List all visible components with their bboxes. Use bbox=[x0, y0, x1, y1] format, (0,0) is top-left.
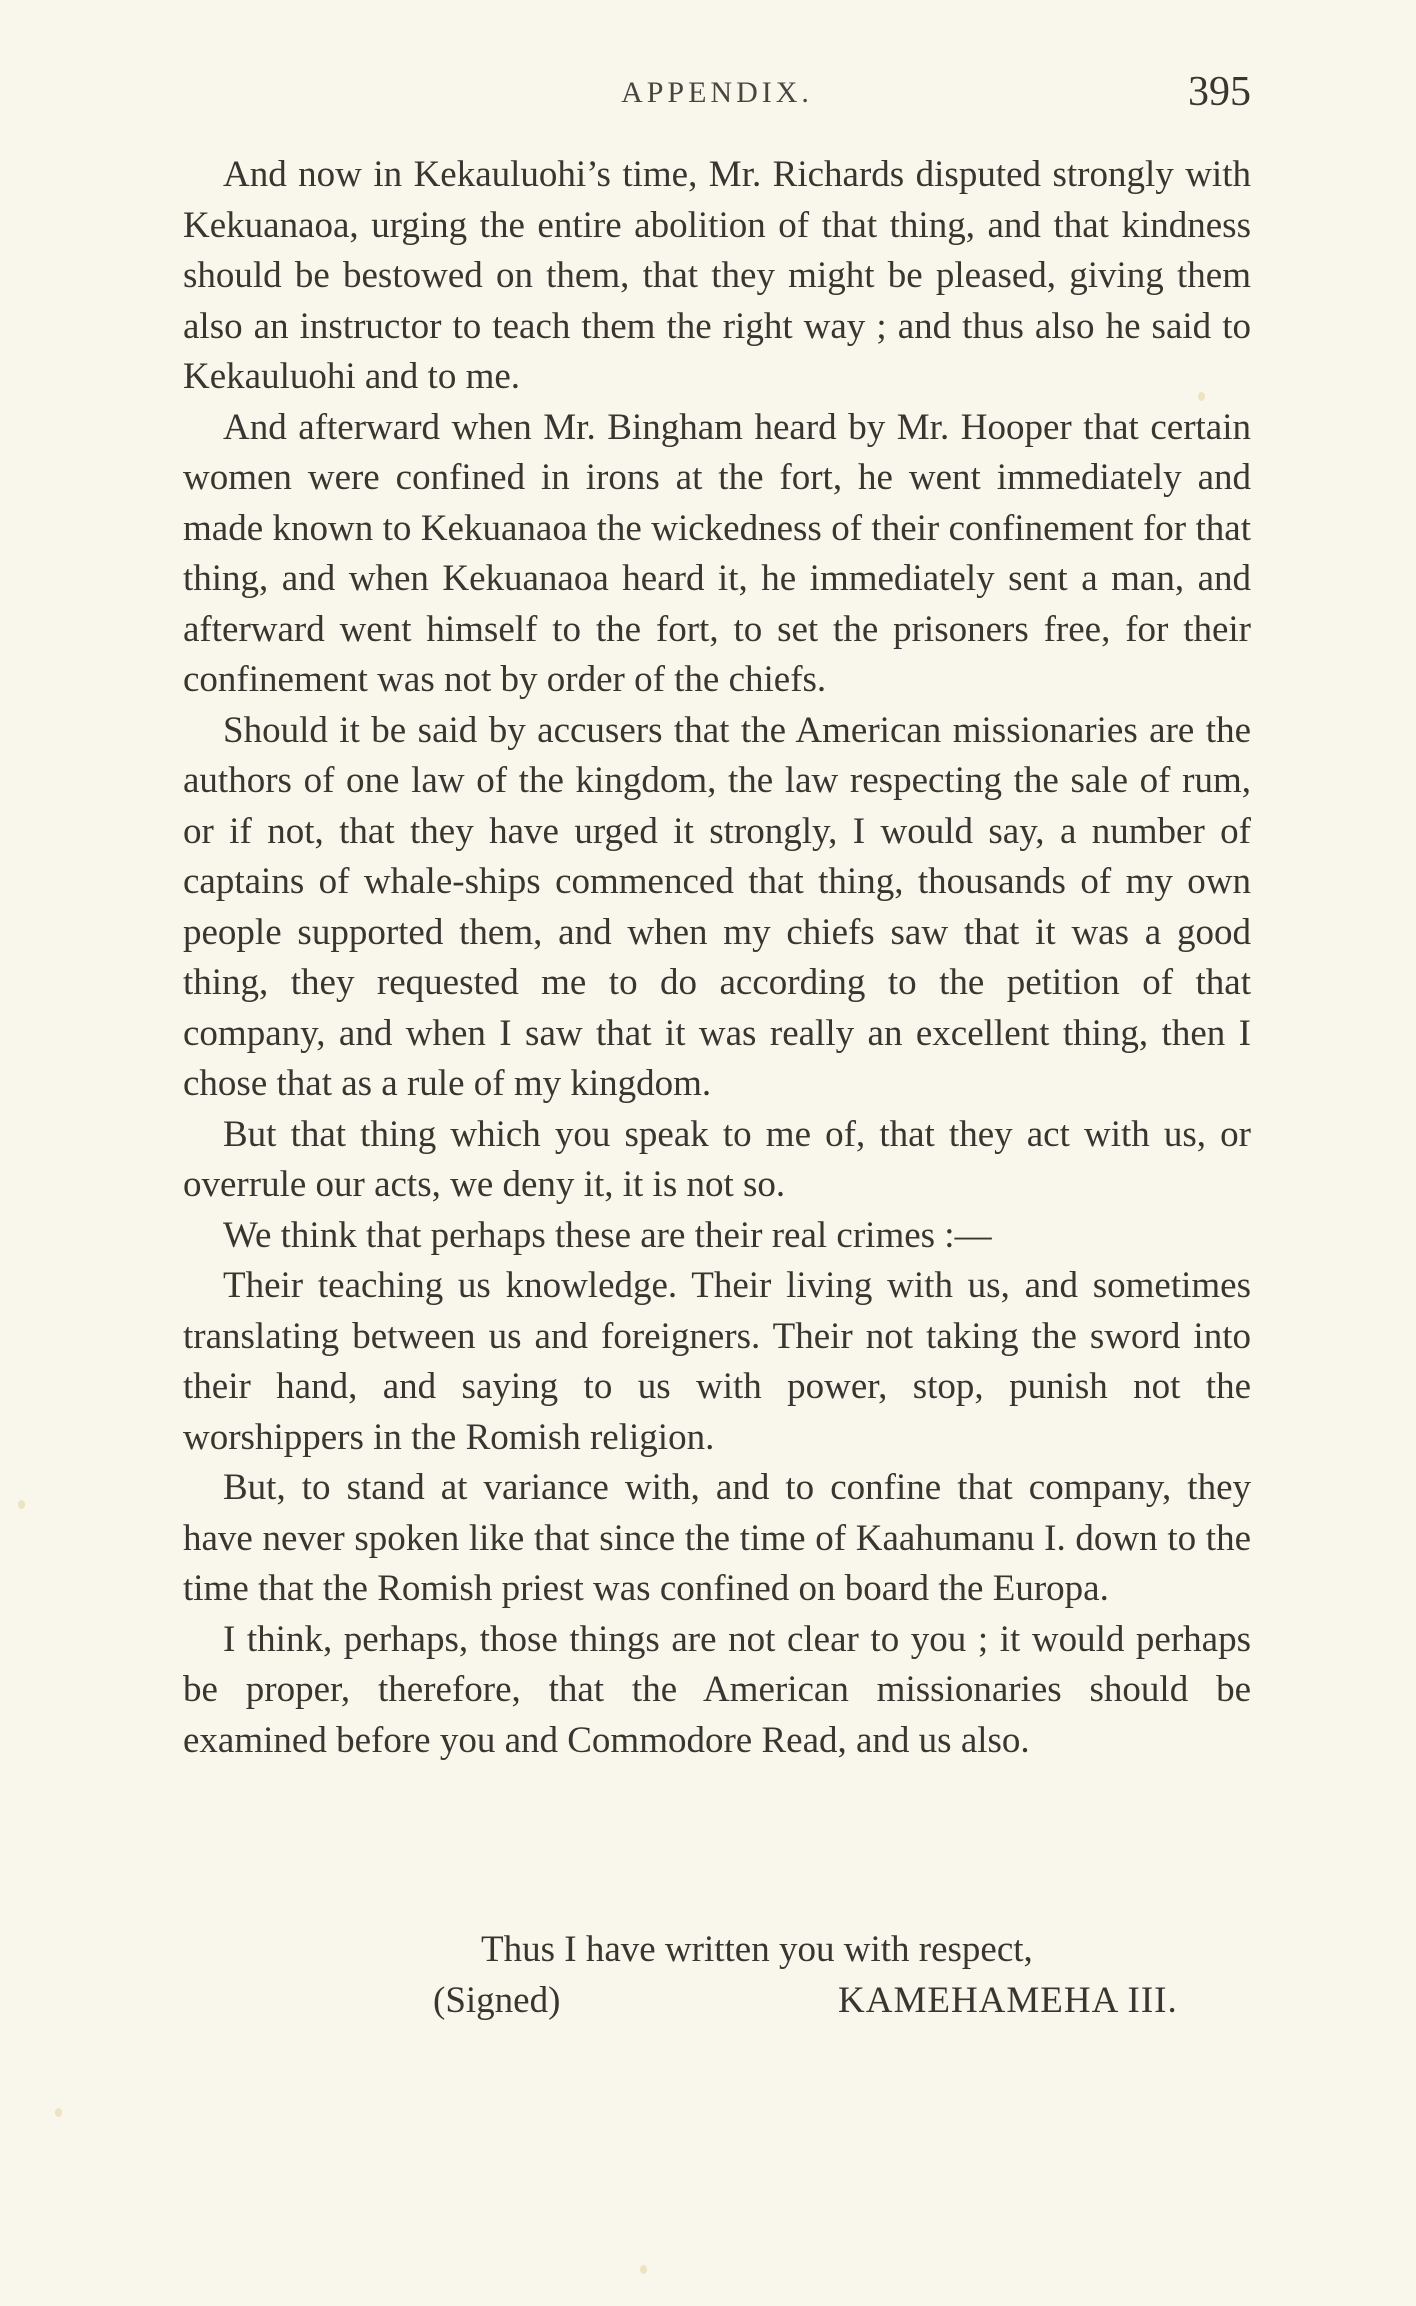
paper-speck bbox=[1198, 392, 1205, 401]
page-header bbox=[183, 68, 1251, 128]
paper-speck bbox=[640, 2265, 647, 2274]
paper-speck bbox=[18, 1500, 25, 1509]
paragraph: And afterward when Mr. Bingham heard by Mr. Hooper that certain women were confined in irons at the fort, he went immediately and made known to Kekuanaoa the wickedness of their confinement for that thing, and when Kekuanaoa heard it, he immediately sent a man, and afterward went himself to the fort, to set the prisoners free, for their confinement was not by order of the chiefs. bbox=[183, 406, 1251, 700]
running-head: APPENDIX. bbox=[621, 76, 813, 109]
paragraph: But that thing which you speak to me of, that they act with us, or overrule our acts, we deny it, it is not so. bbox=[183, 1113, 1251, 1205]
paragraph: I think, perhaps, those things are not clear to you ; it would perhaps be proper, therefore, that the American missionaries should be examined before you and Commodore Read, and us also. bbox=[183, 1618, 1251, 1761]
paragraph: Should it be said by accusers that the American missionaries are the authors of one law of the kingdom, the law respecting the sale of rum, or if not, that they have urged it strongly, I would say, a number of captains of whale-ships commenced that thing, thousands of my own people supported them, and when my chiefs saw that it was a good thing, they requested me to do according to the petition of that company, and when I saw that it was really an excellent thing, then I chose that as a rule of my kingdom. bbox=[183, 709, 1251, 1104]
paragraph: Their teaching us knowledge. Their living with us, and sometimes translating between us and foreigners. Their not taking the sword into their hand, and saying to us with power, stop, punish not the worshippers in the Romish religion. bbox=[183, 1265, 1251, 1458]
paragraph: But, to stand at variance with, and to confine that company, they have never spoken like that since the time of Kaahumanu I. down to the time that the Romish priest was confined on board the Europa. bbox=[183, 1467, 1251, 1609]
paper-speck bbox=[55, 2108, 62, 2117]
body-text bbox=[183, 150, 1251, 1766]
signed-label: (Signed) bbox=[433, 1979, 561, 2021]
signature-line bbox=[183, 1976, 1251, 2028]
page-number: 395 bbox=[1188, 69, 1251, 115]
letter-closing bbox=[183, 1925, 1251, 2028]
closing-salutation: Thus I have written you with respect, bbox=[481, 1929, 1033, 1970]
paragraph: We think that perhaps these are their real crimes :— bbox=[223, 1214, 992, 1256]
paragraph: And now in Kekauluohi’s time, Mr. Richards disputed strongly with Kekuanaoa, urging the entire abolition of that thing, and that kindness should be bestowed on them, that they might be pleased, giving them also an instructor to teach them the right way ; and thus also he said to Kekauluohi and to me. bbox=[183, 154, 1251, 397]
signer-name: KAMEHAMEHA III. bbox=[838, 1979, 1178, 2021]
